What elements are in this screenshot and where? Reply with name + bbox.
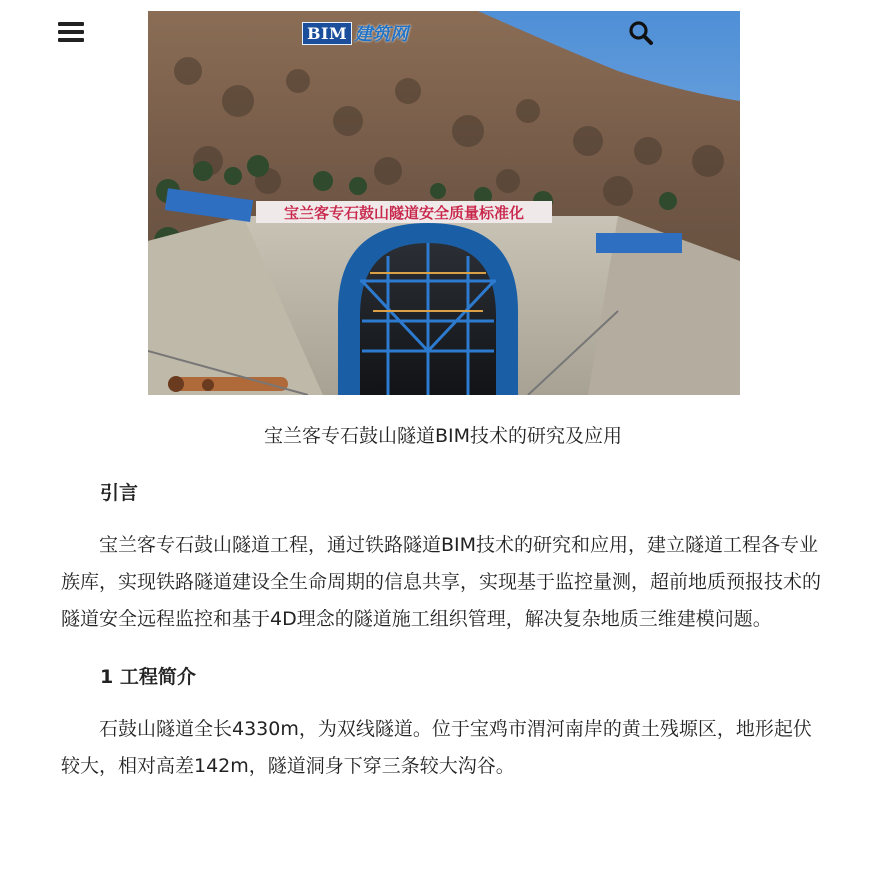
hero-image [148,11,740,395]
menu-bar [58,38,84,42]
menu-bar [58,22,84,26]
search-icon-glyph [628,20,654,46]
logo-chinese: 建筑网 [354,24,409,45]
portal-banner-text: 宝兰客专石鼓山隧道安全质量标准化 [283,204,525,222]
logo-latin: BIM [302,22,352,45]
search-icon[interactable] [628,20,654,46]
tunnel-portal-photo [148,11,740,395]
menu-bar [58,30,84,34]
hamburger-menu-icon[interactable] [58,22,84,46]
section-paragraph-intro: 宝兰客专石鼓山隧道工程，通过铁路隧道BIM技术的研究和应用，建立隧道工程各专业族库，实现铁路隧道建设全生命周期的信息共享，实现基于监控量测，超前地质预报技术的隧道安全远程监控和基于4D理念的隧道施工组织管理，解决复杂地质三维建模问题。 [61,534,822,630]
section-heading-intro: 引言 [100,482,139,504]
site-logo[interactable] [302,22,408,44]
image-caption: 宝兰客专石鼓山隧道BIM技术的研究及应用 [263,425,623,447]
section-paragraph-overview: 石鼓山隧道全长4330m，为双线隧道。位于宝鸡市渭河南岸的黄土残塬区，地形起伏较大，相对高差142m，隧道洞身下穿三条较大沟谷。 [61,718,812,777]
section-heading-overview: 1 工程简介 [100,666,196,688]
